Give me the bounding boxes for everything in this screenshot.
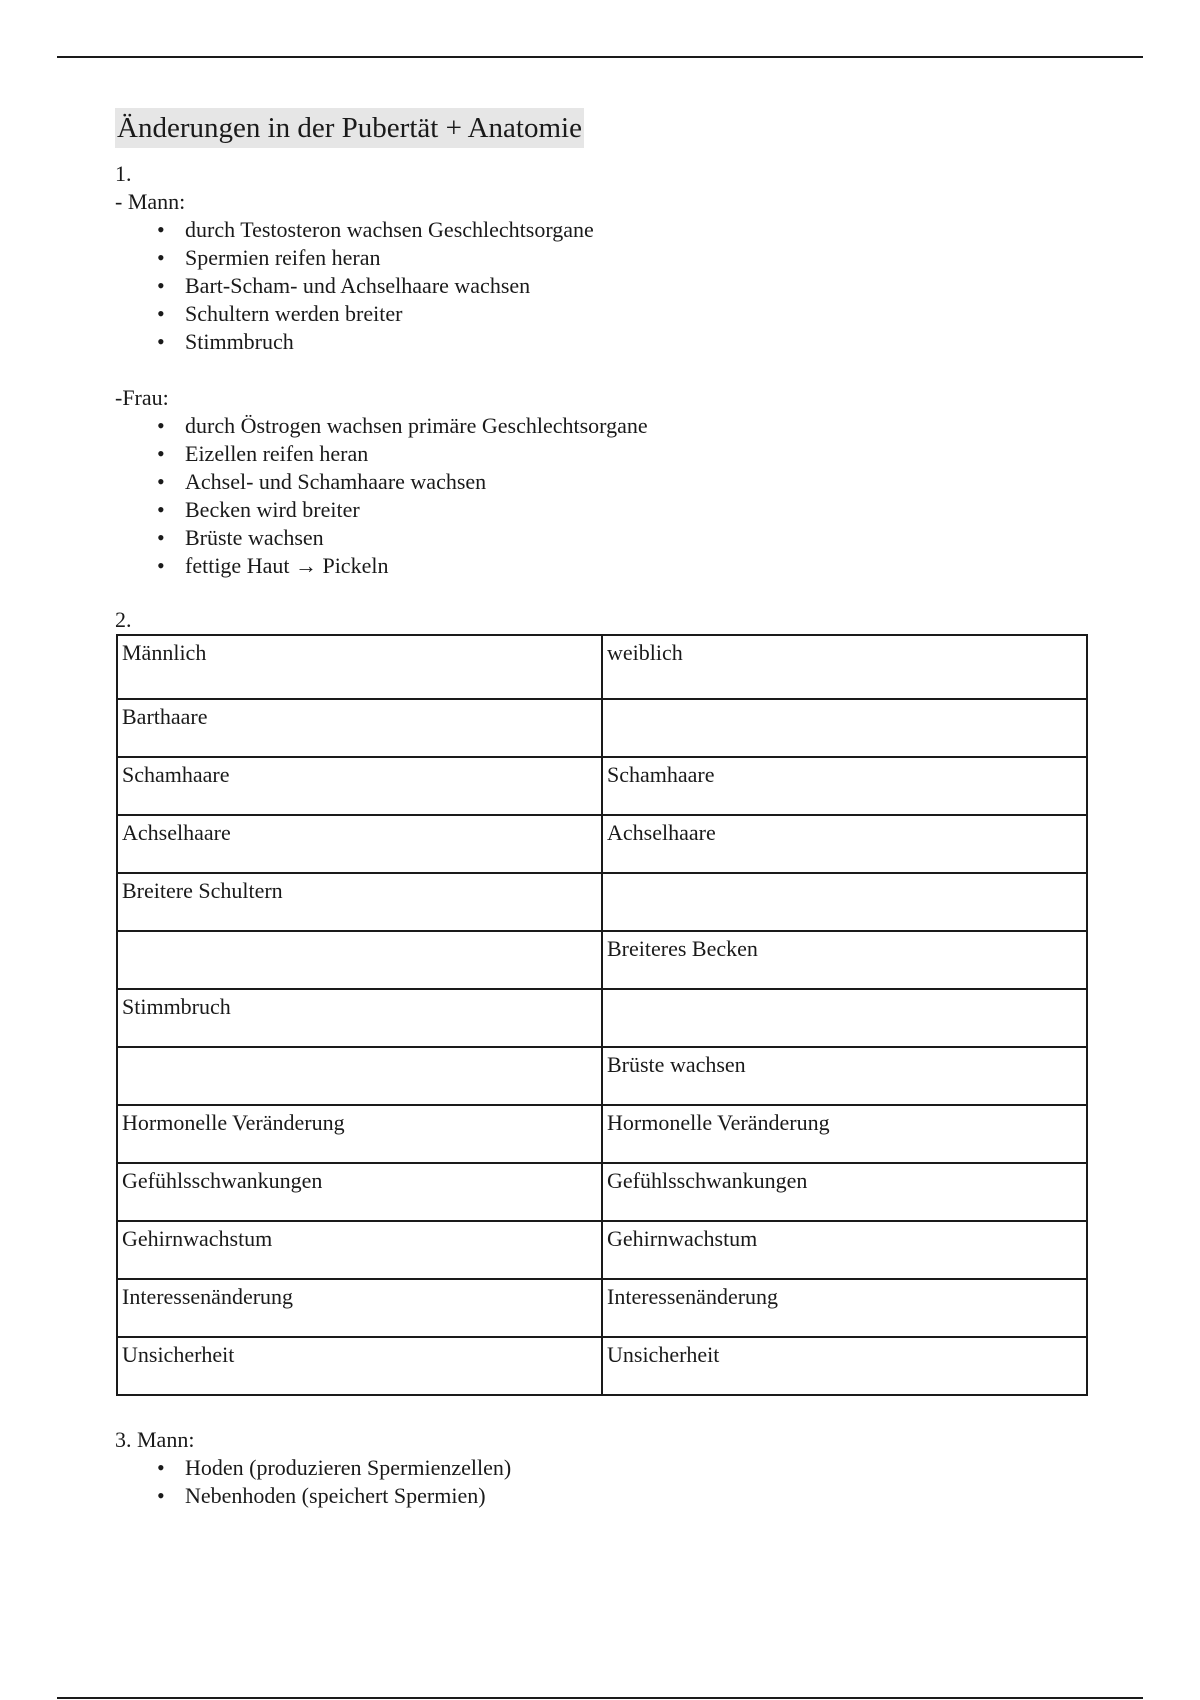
table-row <box>117 873 1087 931</box>
list-item: • Brüste wachsen <box>157 524 1095 552</box>
list-item: • Eizellen reifen heran <box>157 440 1095 468</box>
page-title: Änderungen in der Pubertät + Anatomie <box>115 108 584 148</box>
table-cell <box>117 931 602 989</box>
table-cell <box>117 1047 602 1105</box>
list-item: • durch Östrogen wachsen primäre Geschlechtsorgane <box>157 412 1095 440</box>
table-cell: Interessenänderung <box>117 1279 602 1337</box>
table-cell: Breiteres Becken <box>602 931 1087 989</box>
table-cell: Gefühlsschwankungen <box>117 1163 602 1221</box>
table-cell: Unsicherheit <box>117 1337 602 1395</box>
table-cell: Barthaare <box>117 699 602 757</box>
section-2-number: 2. <box>115 607 132 632</box>
table-row <box>117 1105 1087 1163</box>
table-row <box>117 1221 1087 1279</box>
table-row <box>117 699 1087 757</box>
top-rule <box>57 56 1143 58</box>
table-cell <box>602 699 1087 757</box>
table-row <box>117 1047 1087 1105</box>
list-item: • Nebenhoden (speichert Spermien) <box>157 1482 1095 1510</box>
table-cell: Interessenänderung <box>602 1279 1087 1337</box>
table-cell <box>602 873 1087 931</box>
header-cell-male: Männlich <box>117 635 602 699</box>
list-item: • fettige Haut → Pickeln <box>157 552 1095 580</box>
comparison-table <box>116 634 1088 1396</box>
table-cell: Schamhaare <box>117 757 602 815</box>
table-cell: Stimmbruch <box>117 989 602 1047</box>
anatomy-list <box>115 1454 1095 1510</box>
frau-label: -Frau: <box>115 385 169 410</box>
table-cell: Hormonelle Veränderung <box>602 1105 1087 1163</box>
table-cell: Brüste wachsen <box>602 1047 1087 1105</box>
list-item: • Schultern werden breiter <box>157 300 1095 328</box>
table-row <box>117 1337 1087 1395</box>
table-row <box>117 989 1087 1047</box>
mann-list <box>115 216 1095 356</box>
list-item: • Stimmbruch <box>157 328 1095 356</box>
list-item: • Hoden (produzieren Spermienzellen) <box>157 1454 1095 1482</box>
table-cell: Achselhaare <box>117 815 602 873</box>
header-cell-female: weiblich <box>602 635 1087 699</box>
list-item: • Spermien reifen heran <box>157 244 1095 272</box>
table-cell <box>602 989 1087 1047</box>
frau-list <box>115 412 1095 580</box>
section-1-number: 1. <box>115 161 132 186</box>
table-cell: Schamhaare <box>602 757 1087 815</box>
table-cell: Gehirnwachstum <box>602 1221 1087 1279</box>
section-3-label: 3. Mann: <box>115 1427 195 1452</box>
list-item: • durch Testosteron wachsen Geschlechtsorgane <box>157 216 1095 244</box>
document-body <box>115 108 1095 1510</box>
table-header-row <box>117 635 1087 699</box>
table-row <box>117 1163 1087 1221</box>
table-cell: Unsicherheit <box>602 1337 1087 1395</box>
mann-label: - Mann: <box>115 189 186 214</box>
list-item: • Achsel- und Schamhaare wachsen <box>157 468 1095 496</box>
table-row <box>117 931 1087 989</box>
table-cell: Gefühlsschwankungen <box>602 1163 1087 1221</box>
table-row <box>117 1279 1087 1337</box>
table-cell: Gehirnwachstum <box>117 1221 602 1279</box>
table-row <box>117 815 1087 873</box>
table-row <box>117 757 1087 815</box>
list-item: • Becken wird breiter <box>157 496 1095 524</box>
list-item: • Bart-Scham- und Achselhaare wachsen <box>157 272 1095 300</box>
table-cell: Achselhaare <box>602 815 1087 873</box>
table-cell: Hormonelle Veränderung <box>117 1105 602 1163</box>
table-cell: Breitere Schultern <box>117 873 602 931</box>
bottom-rule <box>57 1697 1143 1699</box>
